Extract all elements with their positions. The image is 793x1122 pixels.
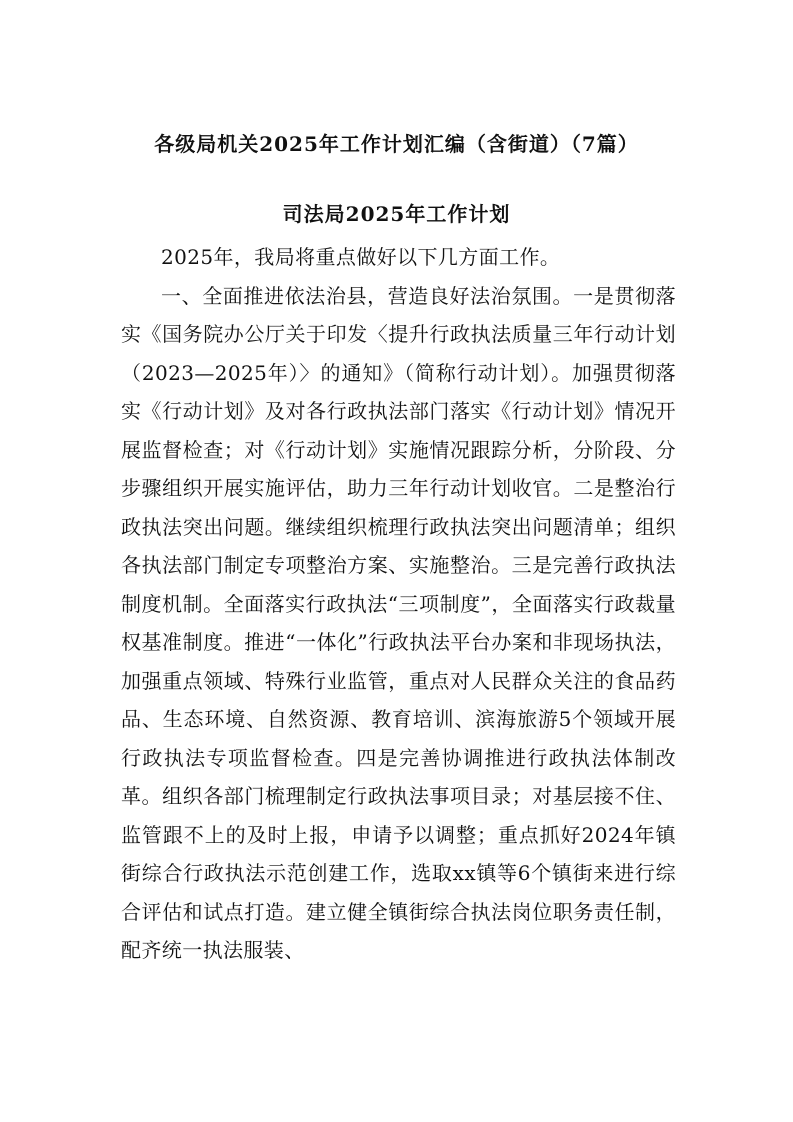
paragraph-intro: 2025年，我局将重点做好以下几方面工作。 bbox=[161, 245, 561, 269]
section-title: 司法局2025年工作计划 bbox=[282, 202, 511, 226]
document-body bbox=[121, 238, 676, 970]
document-title: 各级局机关2025年工作计划汇编（含街道）（7篇） bbox=[154, 132, 639, 156]
paragraph-section-one: 一、全面推进依法治县，营造良好法治氛围。一是贯彻落实《国务院办公厅关于印发〈提升行政执法质量三年行动计划（2023—2025年）〉的通知》（简称行动计划）。加强贯彻落实《行动计划》及对各行政执法部门落实《行动计划》情况开展监督检查；对《行动计划》实施情况跟踪分析，分阶段、分步骤组织开展实施评估，助力三年行动计划收官。二是整治行政执法突出问题。继续组织梳理行政执法突出问题清单；组织各执法部门制定专项整治方案、实施整治。三是完善行政执法制度机制。全面落实行政执法“三项制度”，全面落实行政裁量权基准制度。推进“一体化”行政执法平台办案和非现场执法，加强重点领域、特殊行业监管，重点对人民群众关注的食品药品、生态环境、自然资源、教育培训、滨海旅游5个领域开展行政执法专项监督检查。四是完善协调推进行政执法体制改革。组织各部门梳理制定行政执法事项目录；对基层接不住、监管跟不上的及时上报，申请予以调整；重点抓好2024年镇街综合行政执法示范创建工作，选取xx镇等6个镇街来进行综合评估和试点打造。建立健全镇街综合执法岗位职务责任制，配齐统一执法服装、 bbox=[121, 283, 676, 962]
